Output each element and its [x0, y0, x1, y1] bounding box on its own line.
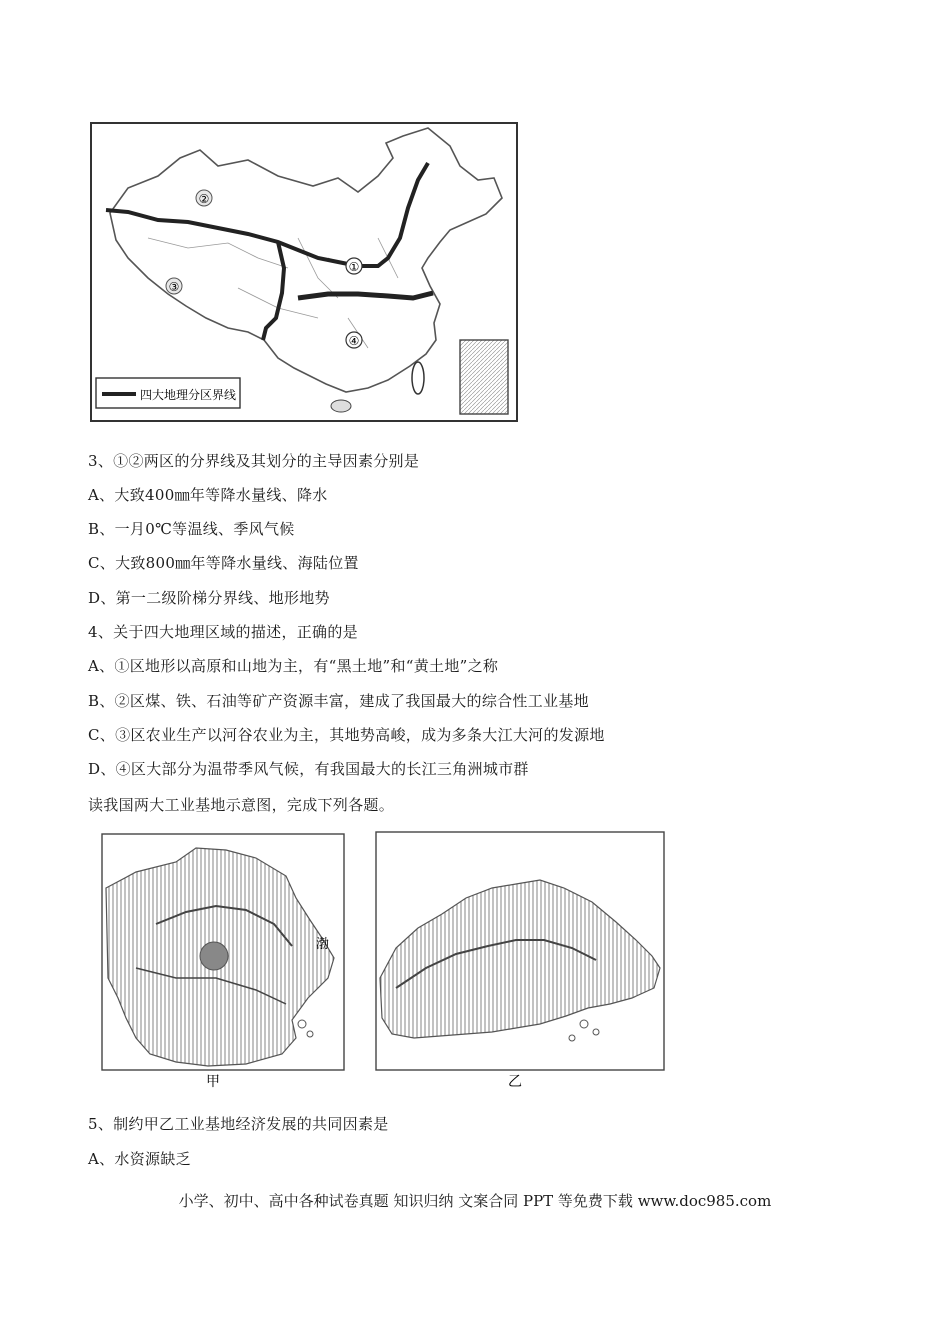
q3-stem: 3、①②两区的分界线及其划分的主导因素分别是 [88, 452, 420, 470]
legend-text: 四大地理分区界线 [140, 388, 237, 402]
label-yi: 乙 [508, 1074, 522, 1090]
china-regions-map [88, 118, 522, 426]
q3-option-b: B、一月0℃等温线、季风气候 [88, 520, 295, 538]
label-jia: 甲 [206, 1074, 220, 1090]
page-footer: 小学、初中、高中各种试卷真题 知识归纳 文案合同 PPT 等免费下载 www.doc985.com [178, 1192, 772, 1210]
q4-option-b: B、②区煤、铁、石油等矿产资源丰富，建成了我国最大的综合性工业基地 [88, 692, 589, 710]
q5-option-a: A、水资源缺乏 [88, 1150, 191, 1168]
region-mark-4: ④ [348, 334, 360, 348]
q3-option-d: D、第一二级阶梯分界线、地形地势 [88, 589, 330, 607]
q3-option-a: A、大致400㎜年等降水量线、降水 [88, 486, 328, 504]
q5-stem: 5、制约甲乙工业基地经济发展的共同因素是 [88, 1115, 389, 1133]
industrial-bases-figure [96, 828, 670, 1090]
region-mark-1: ① [348, 260, 360, 274]
q3-option-c: C、大致800㎜年等降水量线、海陆位置 [88, 554, 359, 572]
q4-option-c: C、③区农业生产以河谷农业为主，其地势高峻，成为多条大江大河的发源地 [88, 726, 605, 744]
sea-label: 渤 [316, 937, 330, 952]
q4-option-a: A、①区地形以高原和山地为主，有“黑土地”和“黄土地”之称 [88, 657, 499, 675]
map-jia-city [200, 942, 228, 970]
q4-stem: 4、关于四大地理区域的描述，正确的是 [88, 623, 358, 641]
q4-option-d: D、④区大部分为温带季风气候，有我国最大的长江三角洲城市群 [88, 760, 529, 778]
region-mark-3: ③ [168, 280, 180, 294]
intro-text: 读我国两大工业基地示意图，完成下列各题。 [88, 796, 395, 814]
region-mark-2: ② [198, 192, 210, 206]
